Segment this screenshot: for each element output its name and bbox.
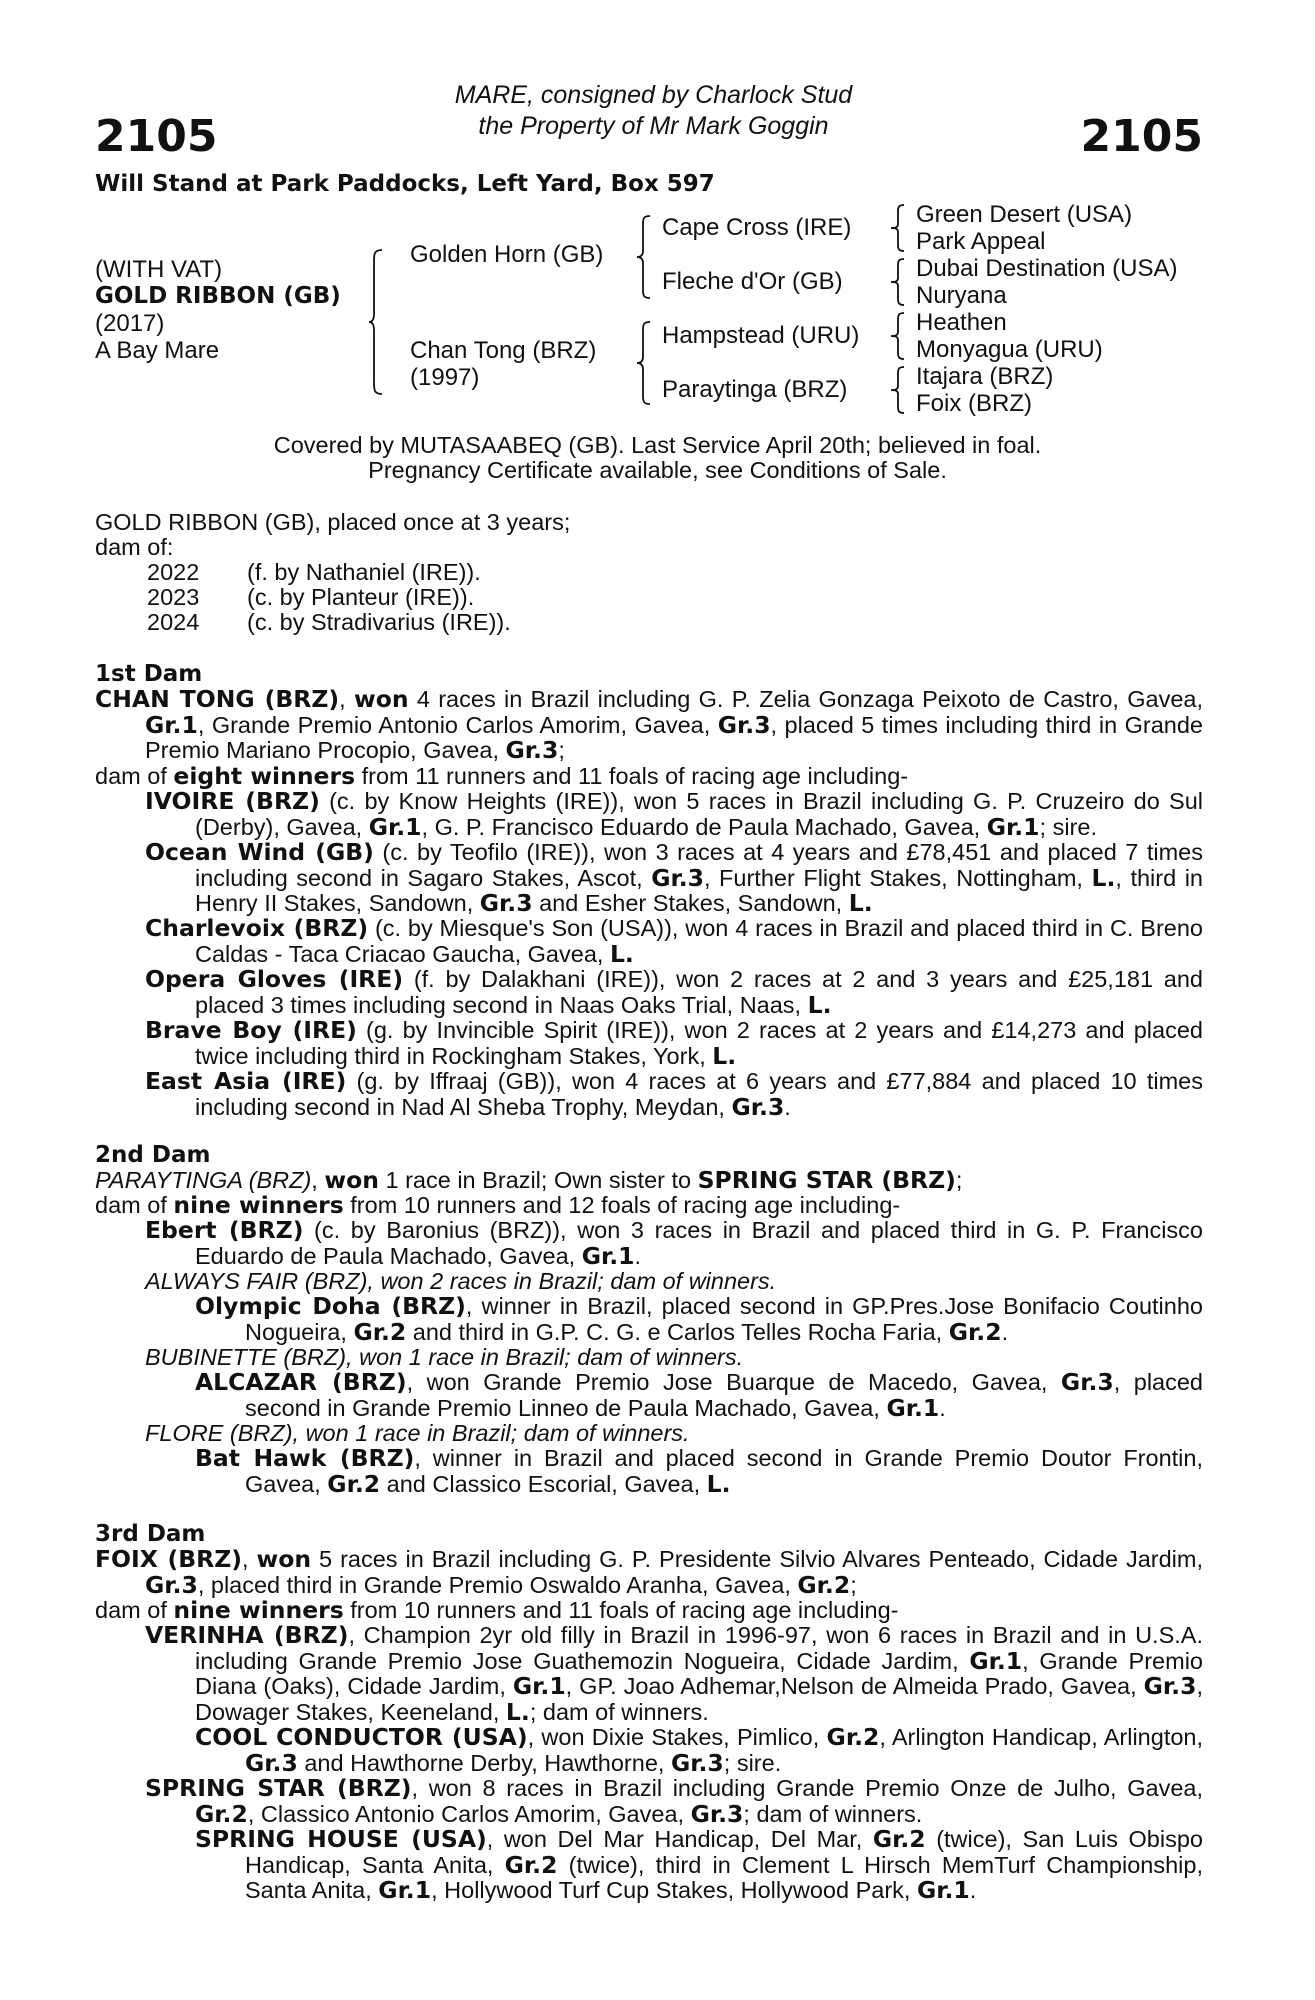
grade-label: L. (505, 1697, 530, 1726)
progeny-text: . (1001, 1318, 1009, 1345)
grade-label: Gr.1 (512, 1672, 566, 1701)
progeny-text: , Classico Antonio Carlos Amorim, Gavea, (247, 1800, 691, 1827)
progeny-name: Bat Hawk (BRZ) (195, 1444, 415, 1472)
pedigree-sire-dam: Fleche d'Or (GB) (662, 268, 843, 295)
pedigree-sss: Green Desert (USA) (916, 201, 1133, 228)
dam2-name: PARAYTINGA (BRZ) (95, 1167, 312, 1193)
grade-label: Gr.3 (651, 863, 704, 892)
progeny-entry (145, 1018, 1203, 1069)
progeny-entry (145, 1776, 1203, 1827)
progeny-text: ; sire. (723, 1749, 782, 1776)
progeny-name: IVOIRE (BRZ) (145, 787, 320, 815)
produce-year: 2022 (147, 559, 200, 585)
produce-desc: (f. by Nathaniel (IRE)). (247, 559, 481, 585)
sister-name: SPRING STAR (BRZ) (697, 1166, 956, 1194)
dam3-name: FOIX (BRZ) (95, 1545, 243, 1573)
progeny-text: , third in Henry II Stakes, Sandown, (195, 864, 1203, 917)
horse-year: (2017) (95, 310, 165, 337)
progeny-entry (145, 789, 1203, 840)
grandprogeny-entry (195, 1827, 1203, 1904)
damof-text: dam of (95, 1597, 174, 1623)
progeny-text: , GP. Joao Adhemar,Nelson de Almeida Prado, Gavea, (565, 1673, 1144, 1700)
grandprogeny-entry (195, 1370, 1203, 1421)
progeny-text: , Hollywood Turf Cup Stakes, Hollywood Park, (431, 1877, 917, 1904)
pedigree-brace-sire (636, 214, 652, 300)
grade-label: Gr.1 (916, 1876, 970, 1905)
lot-number-left: 2105 (95, 111, 218, 162)
pedigree-ddd: Foix (BRZ) (916, 390, 1032, 417)
progeny-name: Ocean Wind (GB) (145, 838, 374, 866)
progeny-text: and third in G.P. C. G. e Carlos Telles Rocha Faria, (406, 1318, 949, 1345)
dam3-text: 5 races in Brazil including G. P. Presidente Silvio Alvares Penteado, Cidade Jardim, (311, 1546, 1204, 1572)
grade-label: Gr.2 (504, 1850, 558, 1879)
dam3-title: 3rd Dam (95, 1521, 206, 1547)
progeny-text: . (784, 1093, 791, 1120)
produce-desc: (c. by Planteur (IRE)). (247, 584, 475, 610)
header-line-2: the Property of Mr Mark Goggin (478, 112, 829, 140)
pedigree-sdd: Nuryana (916, 282, 1007, 309)
grade-label: Gr.1 (969, 1646, 1023, 1675)
produce-row (95, 560, 695, 586)
covered-line-1: Covered by MUTASAABEQ (GB). Last Service April 20th; believed in foal. (273, 432, 1042, 458)
progeny-text: and Classico Escorial, Gavea, (380, 1470, 707, 1497)
dam2-record: PARAYTINGA (BRZ), won 1 race in Brazil; Own sister to SPRING STAR (BRZ); (95, 1166, 963, 1194)
daughter-entry: FLORE (BRZ), won 1 race in Brazil; dam of winners. (145, 1420, 690, 1446)
progeny-text: , won Dixie Stakes, Pimlico, (527, 1724, 827, 1750)
progeny-text: (c. by Miesque's Son (USA)), won 4 races in Brazil and placed third in C. Breno Caldas - Taca Criacao Gaucha, Gavea, (195, 915, 1203, 967)
dam3-text: ; (850, 1571, 857, 1598)
grade-label: Gr.1 (986, 812, 1040, 841)
progeny-text: and Esher Stakes, Sandown, (532, 890, 849, 917)
dam1-title: 1st Dam (95, 661, 203, 687)
pedigree-dam-year: (1997) (410, 364, 480, 391)
grade-label: L. (706, 1469, 731, 1498)
daughter-entry: ALWAYS FAIR (BRZ), won 2 races in Brazil; dam of winners. (145, 1268, 777, 1294)
grade-label: Gr.2 (327, 1469, 381, 1498)
progeny-text: ; sire. (1039, 813, 1097, 840)
produce-row (95, 585, 695, 611)
progeny-text: (c. by Baronius (BRZ)), won 3 races in Brazil and placed third in G. P. Francisco Eduardo de Paula Machado, Gavea, (195, 1217, 1203, 1269)
dam1-name: CHAN TONG (BRZ) (95, 685, 340, 713)
progeny-entry (145, 967, 1203, 1018)
pedigree-dam-dam: Paraytinga (BRZ) (662, 376, 848, 403)
pedigree-dds: Itajara (BRZ) (916, 363, 1054, 390)
winners-count: eight winners (173, 762, 356, 790)
progeny-text: , Grande Premio Diana (Oaks), Cidade Jardim, (195, 1647, 1203, 1700)
grade-label: Gr.3 (670, 1748, 724, 1777)
grade-label: Gr.1 (581, 1241, 635, 1270)
dam2-text: 1 race in Brazil; Own sister to (378, 1167, 698, 1193)
grade-label: Gr.1 (368, 812, 422, 841)
horse-name: GOLD RIBBON (GB) (95, 283, 341, 309)
progeny-name: SPRING STAR (BRZ) (145, 1774, 412, 1802)
dam2-dam-of (95, 1193, 1203, 1219)
progeny-name: Brave Boy (IRE) (145, 1016, 357, 1044)
dam1-text: , placed 5 times including third in Grande Premio Mariano Procopio, Gavea, (145, 711, 1203, 764)
progeny-name: Ebert (BRZ) (145, 1216, 304, 1244)
progeny-entry (145, 840, 1203, 917)
dam1-dam-of (95, 764, 1203, 790)
damof-text: dam of (95, 763, 174, 789)
dam2-text: ; (955, 1167, 963, 1193)
dam1-text: 4 races in Brazil including G. P. Zelia Gonzaga Peixoto de Castro, Gavea, (408, 686, 1204, 712)
produce-row (95, 610, 695, 636)
grade-label: L. (807, 990, 832, 1019)
summary-line-2: dam of: (95, 534, 174, 560)
progeny-text: (c. by Know Heights (IRE)), won 5 races in Brazil including G. P. Cruzeiro do Sul (Derby), Gavea, (195, 788, 1203, 840)
grade-label: Gr.1 (145, 710, 198, 739)
progeny-name: ALCAZAR (BRZ) (195, 1368, 407, 1396)
horse-description: A Bay Mare (95, 337, 220, 364)
progeny-text: and Hawthorne Derby, Hawthorne, (297, 1749, 671, 1776)
grade-label: Gr.3 (1060, 1368, 1114, 1396)
daughter-entry: BUBINETTE (BRZ), won 1 race in Brazil; dam of winners. (145, 1344, 744, 1370)
grade-label: Gr.3 (690, 1799, 744, 1828)
grade-label: Gr.2 (195, 1799, 248, 1828)
produce-year: 2024 (147, 609, 200, 635)
dam1-record: CHAN TONG (BRZ), won 4 races in Brazil including G. P. Zelia Gonzaga Peixoto de Castro, Gavea, Gr.1, Grande Premio Antonio Carlos Amorim, Gavea, Gr.3, placed 5 times including third in Grande Premio Mariano Procopio, Gavea, Gr.3; (95, 685, 1204, 765)
progeny-name: Olympic Doha (BRZ) (195, 1292, 466, 1320)
grade-label: L. (1091, 863, 1116, 892)
pedigree-brace-dam (636, 320, 652, 406)
dam3-text: , placed third in Grande Premio Oswaldo Aranha, Gavea, (197, 1571, 798, 1598)
grade-label: Gr.2 (948, 1317, 1002, 1346)
progeny-text: , winner in Brazil and placed second in Grande Premio Doutor Frontin, Gavea, (245, 1445, 1203, 1497)
progeny-name: VERINHA (BRZ) (145, 1621, 349, 1649)
pedigree-dsd: Monyagua (URU) (916, 336, 1103, 363)
progeny-text: , winner in Brazil, placed second in GP.Pres.Jose Bonifacio Coutinho Nogueira, (245, 1293, 1203, 1345)
progeny-text: ; dam of winners. (529, 1698, 709, 1725)
dam1-text: , Grande Premio Antonio Carlos Amorim, Gavea, (197, 711, 718, 738)
pedigree-dam: Chan Tong (BRZ) (410, 337, 597, 364)
grade-label: L. (712, 1041, 737, 1070)
grade-label: Gr.3 (731, 1092, 785, 1121)
grade-label: Gr.1 (886, 1393, 940, 1422)
header-line-1: MARE, consigned by Charlock Stud (454, 81, 853, 109)
progeny-text: , won 8 races in Brazil including Grande Premio Onze de Julho, Gavea, (411, 1775, 1204, 1801)
progeny-text: (c. by Teofilo (IRE)), won 3 races at 4 years and £78,451 and placed 7 times including second in Sagaro Stakes, Ascot, (195, 839, 1203, 891)
grade-label: Gr.2 (826, 1723, 880, 1751)
dam3-dam-of (95, 1598, 1203, 1624)
dam3-won: won (256, 1545, 312, 1573)
damof-text: dam of (95, 1192, 174, 1218)
grade-label: Gr.3 (479, 889, 533, 918)
progeny-text: (f. by Dalakhani (IRE)), won 2 races at 2 and 3 years and £25,181 and placed 3 times including second in Naas Oaks Trial, Naas, (195, 966, 1203, 1018)
grade-label: Gr.3 (717, 710, 771, 739)
grade-label: Gr.1 (378, 1876, 432, 1905)
progeny-text: (twice), San Luis Obispo Handicap, Santa Anita, (245, 1826, 1203, 1878)
progeny-name: COOL CONDUCTOR (USA) (195, 1723, 528, 1751)
pedigree-brace-main (368, 248, 384, 396)
grandprogeny-entry (195, 1446, 1203, 1497)
pedigree-brace-ds (890, 311, 906, 361)
pedigree-dss: Heathen (916, 309, 1007, 336)
pedigree-brace-ss (890, 203, 906, 253)
progeny-name: Charlevoix (BRZ) (145, 914, 369, 942)
pedigree-sds: Dubai Destination (USA) (916, 255, 1178, 282)
progeny-entry (145, 916, 1203, 967)
progeny-name: SPRING HOUSE (USA) (195, 1825, 487, 1853)
progeny-entry (145, 1069, 1203, 1120)
produce-year: 2023 (147, 584, 200, 610)
pedigree-ssd: Park Appeal (916, 228, 1046, 255)
progeny-text: , won Del Mar Handicap, Del Mar, (486, 1826, 873, 1852)
grade-label: Gr.3 (245, 1748, 298, 1777)
progeny-text: . (634, 1242, 642, 1269)
grade-label: Gr.2 (353, 1317, 407, 1346)
damof-text: from 10 runners and 11 foals of racing age including- (343, 1597, 899, 1623)
grade-label: Gr.2 (797, 1570, 851, 1599)
progeny-text: , Dowager Stakes, Keeneland, (195, 1673, 1203, 1725)
grandprogeny-entry (195, 1725, 1203, 1776)
winners-count: nine winners (173, 1596, 344, 1624)
grade-label: Gr.3 (145, 1570, 198, 1599)
damof-text: from 10 runners and 12 foals of racing age including- (343, 1192, 901, 1218)
dam3-record: FOIX (BRZ), won 5 races in Brazil including G. P. Presidente Silvio Alvares Penteado, Cidade Jardim, Gr.3, placed third in Grande Premio Oswaldo Aranha, Gavea, Gr.2; (95, 1545, 1204, 1599)
pedigree-dam-sire: Hampstead (URU) (662, 322, 860, 349)
grade-label: Gr.3 (1143, 1672, 1197, 1701)
horse-vat: (WITH VAT) (95, 256, 223, 283)
dam2-won: won (324, 1166, 379, 1194)
progeny-text: , G. P. Francisco Eduardo de Paula Machado, Gavea, (421, 813, 987, 840)
progeny-text: ; dam of winners. (743, 1800, 923, 1827)
dam1-won: won (353, 685, 409, 713)
grade-label: L. (848, 889, 873, 918)
damof-text: from 11 runners and 11 foals of racing age including- (355, 763, 909, 789)
progeny-text: . (969, 1877, 977, 1904)
consignor-header (0, 80, 1315, 142)
progeny-text: . (939, 1394, 946, 1421)
progeny-entry (145, 1218, 1203, 1269)
covered-line-2: Pregnancy Certificate available, see Conditions of Sale. (368, 457, 947, 483)
progeny-name: East Asia (IRE) (145, 1067, 347, 1095)
progeny-text: (twice), third in Clement L Hirsch MemTurf Championship, Santa Anita, (245, 1851, 1203, 1904)
produce-desc: (c. by Stradivarius (IRE)). (247, 609, 511, 635)
grade-label: Gr.3 (505, 736, 559, 765)
summary-line-1: GOLD RIBBON (GB), placed once at 3 years; (95, 509, 571, 535)
stand-location: Will Stand at Park Paddocks, Left Yard, Box 597 (95, 171, 715, 197)
progeny-entry (145, 1623, 1203, 1725)
lot-number-right: 2105 (1080, 111, 1203, 162)
progeny-text: , Champion 2yr old filly in Brazil in 1996-97, won 6 races in Brazil and in U.S.A. including Grande Premio Jose Guathemozin Nogueira, Cidade Jardim, (195, 1622, 1203, 1674)
dam2-title: 2nd Dam (95, 1142, 211, 1168)
progeny-text: , Further Flight Stakes, Nottingham, (704, 864, 1092, 891)
progeny-text: (g. by Iffraaj (GB)), won 4 races at 6 years and £77,884 and placed 10 times including second in Nad Al Sheba Trophy, Meydan, (195, 1068, 1203, 1120)
pedigree-sire-sire: Cape Cross (IRE) (662, 214, 852, 241)
progeny-name: Opera Gloves (IRE) (145, 965, 404, 993)
progeny-text: , placed second in Grande Premio Linneo de Paula Machado, Gavea, (245, 1369, 1203, 1421)
winners-count: nine winners (173, 1191, 344, 1219)
pedigree-brace-dd (890, 365, 906, 415)
pedigree-brace-sd (890, 257, 906, 307)
progeny-text: , Arlington Handicap, Arlington, (879, 1724, 1204, 1750)
dam1-text: ; (558, 737, 565, 764)
grandprogeny-entry (195, 1294, 1203, 1345)
pedigree-sire: Golden Horn (GB) (410, 241, 604, 268)
grade-label: Gr.2 (872, 1825, 926, 1853)
grade-label: L. (609, 939, 634, 968)
progeny-text: , won Grande Premio Jose Buarque de Macedo, Gavea, (406, 1369, 1061, 1395)
progeny-text: (g. by Invincible Spirit (IRE)), won 2 races at 2 years and £14,273 and placed twice including third in Rockingham Stakes, York, (195, 1017, 1203, 1069)
